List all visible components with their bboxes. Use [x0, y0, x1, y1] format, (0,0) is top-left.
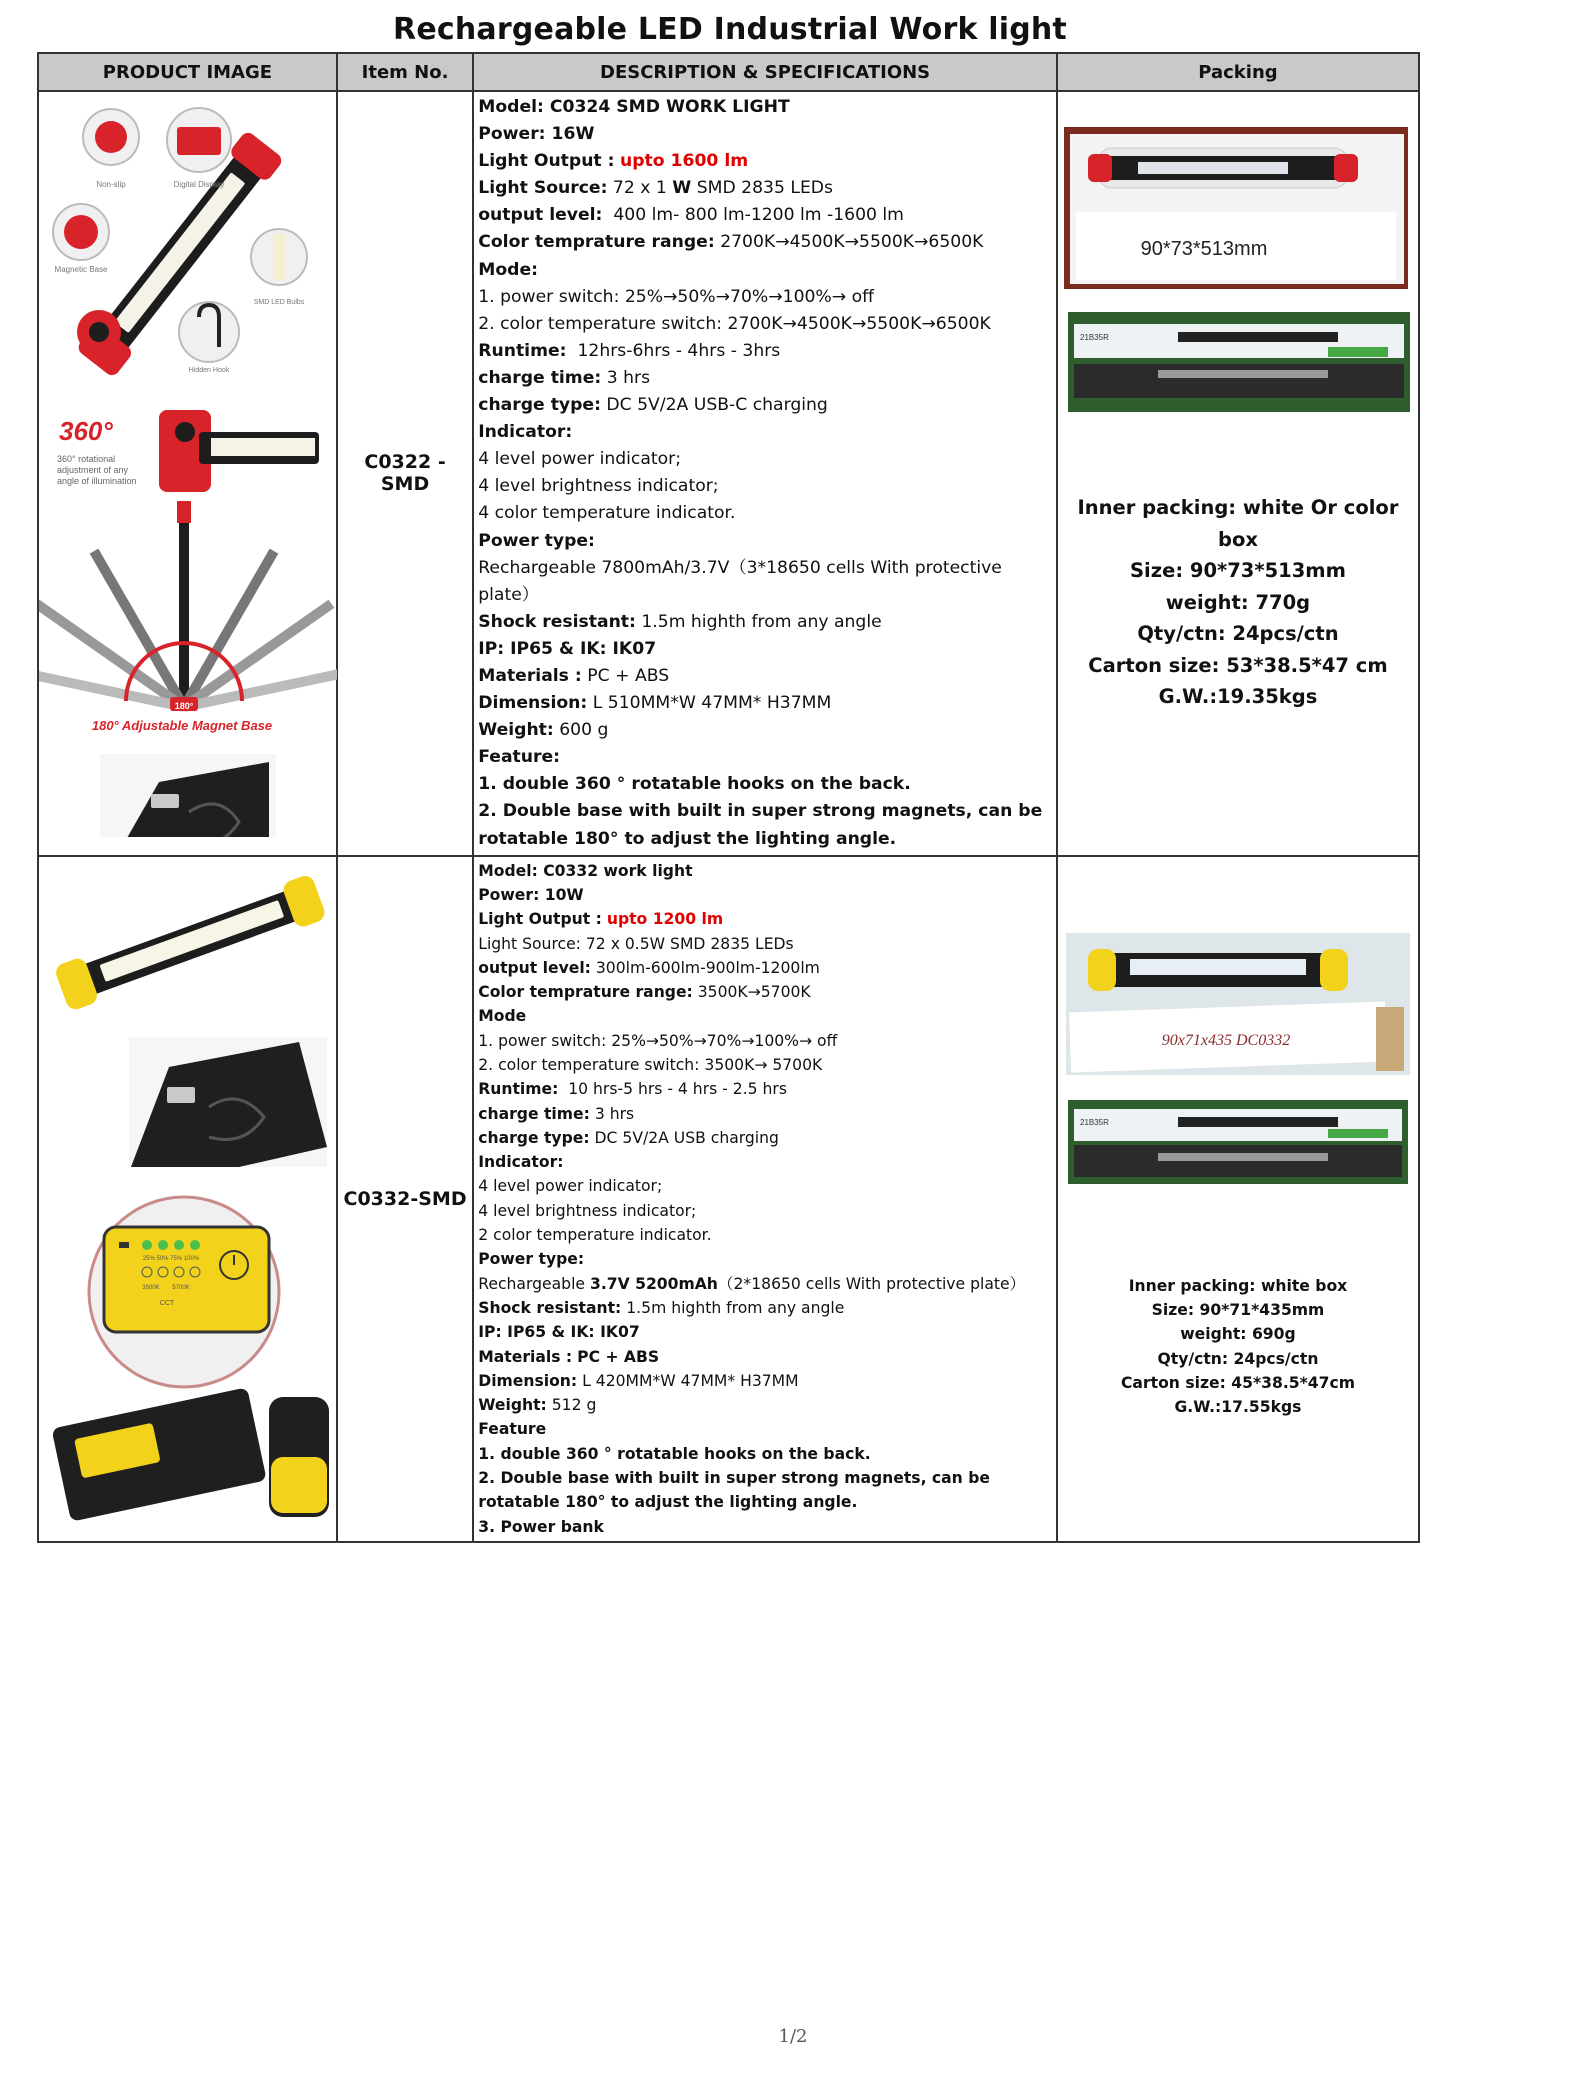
spec-feature-1: 1. double 360 ° rotatable hooks on the back. — [478, 774, 911, 795]
spec-model: Model: C0332 work light — [478, 861, 693, 880]
spec-value: Rechargeable — [478, 1274, 585, 1293]
rotation-360-label: 360° — [59, 416, 113, 446]
spec-indicator-3: 2 color temperature indicator. — [478, 1226, 712, 1245]
spec-light-source: Light Source: 72 x 0.5W SMD 2835 LEDs — [478, 934, 794, 953]
spec-highlight-value: upto 1200 lm — [606, 910, 724, 929]
spec-value: 1.5m highth from any angle — [641, 611, 882, 632]
spec-materials — [478, 1345, 1052, 1369]
item-number: C0322 - SMD — [337, 91, 473, 856]
spec-value: 10 hrs-5 hrs - 4 hrs - 2.5 hrs — [568, 1080, 787, 1099]
spec-mode-1: 1. power switch: 25%→50%→70%→100%→ off — [478, 1031, 838, 1050]
rotation-caption-1: 360° rotational — [57, 454, 116, 464]
spec-mode-2: 2. color temperature switch: 3500K→ 5700K — [478, 1056, 823, 1074]
panel-cct-3500k: 3500K — [142, 1284, 160, 1291]
spec-model: Model: C0324 SMD WORK LIGHT — [478, 97, 790, 117]
spec-label: Weight: — [478, 1396, 547, 1415]
spec-power-type-value: Rechargeable 7800mAh/3.7V（3*18650 cells With protective plate） — [478, 557, 1002, 605]
spec-label: output level: — [478, 958, 591, 977]
spec-dimension — [478, 690, 1052, 717]
spec-label: charge type: — [478, 395, 601, 416]
spec-list — [474, 92, 1056, 855]
spec-output-level — [478, 956, 1052, 980]
specifications-cell — [473, 856, 1057, 1542]
work-light-bar — [53, 873, 327, 1012]
spec-value: SMD 2835 LEDs — [696, 178, 834, 199]
packing-photos-c0332 — [1058, 857, 1419, 1541]
product-image-cell — [38, 856, 337, 1542]
packing-photos-c0322 — [1058, 92, 1419, 837]
spec-charge-type — [478, 392, 1052, 419]
spec-indicator-label: Indicator: — [478, 422, 573, 443]
spec-label: charge time: — [478, 1104, 590, 1123]
spec-charge-time — [478, 365, 1052, 392]
spec-dimension — [478, 1369, 1052, 1393]
packing-gross-weight: G.W.:17.55kgs — [1174, 1398, 1302, 1417]
box-dimension-label: 90*73*513mm — [1140, 238, 1268, 260]
spec-charge-time — [478, 1102, 1052, 1126]
spec-mode-2: 2. color temperature switch: 2700K→4500K→5500K→6500K — [478, 313, 991, 334]
spec-label: Weight: — [478, 720, 554, 741]
carton-code: 21B35R — [1079, 333, 1109, 342]
spec-label: charge type: — [478, 1128, 590, 1147]
spec-color-range — [478, 980, 1052, 1004]
spec-light-source — [478, 175, 1052, 202]
spec-shock — [478, 609, 1052, 636]
spec-power-type-value — [478, 1272, 1052, 1296]
header-packing: Packing — [1057, 53, 1419, 91]
packing-qty: Qty/ctn: 24pcs/ctn — [1157, 1349, 1319, 1368]
packing-gross-weight: G.W.:19.35kgs — [1158, 685, 1318, 708]
spec-indicator-2: 4 level brightness indicator; — [478, 476, 719, 497]
carton-code: 21B35R — [1079, 1117, 1109, 1127]
panel-percent-labels: 25% 50% 75% 100% — [142, 1255, 200, 1262]
spec-value: 400 lm- 800 lm-1200 lm -1600 lm — [613, 205, 904, 226]
spec-power-type-label: Power type: — [478, 1250, 585, 1269]
spec-value: 3.7V 5200mAh — [589, 1274, 718, 1293]
spec-value: 300lm-600lm-900lm-1200lm — [595, 958, 820, 977]
spec-label: output level: — [478, 205, 603, 226]
packing-details — [1058, 1274, 1418, 1420]
spec-feature-label: Feature — [478, 1420, 547, 1439]
spec-value: L 510MM*W 47MM* H37MM — [592, 693, 832, 714]
label-smd-led-bulbs: SMD LED Bulbs — [253, 299, 305, 306]
spec-charge-type — [478, 1126, 1052, 1150]
spec-indicator-1: 4 level power indicator; — [478, 1177, 663, 1196]
adjustable-caption: 180° Adjustable Magnet Base — [91, 718, 273, 733]
packing-size: Size: 90*71*435mm — [1151, 1300, 1325, 1319]
spec-list — [474, 857, 1056, 1541]
spec-indicator-1: 4 level power indicator; — [478, 449, 682, 470]
spec-feature-2: 2. Double base with built in super strong magnets, can be rotatable 180° to adjust the lighting angle. — [478, 1469, 990, 1512]
header-description: DESCRIPTION & SPECIFICATIONS — [473, 53, 1057, 91]
label-non-slip: Non-slip — [96, 180, 126, 189]
spec-value: 72 x 1 — [612, 178, 667, 199]
spec-label: Runtime: — [478, 1080, 559, 1099]
panel-cct-label: CCT — [159, 1299, 175, 1307]
spec-ip-rating: IP: IP65 & IK: IK07 — [478, 638, 657, 659]
spec-label: Light Source: — [478, 178, 608, 199]
product-image-cell — [38, 91, 337, 856]
spec-label: Shock resistant: — [478, 1298, 622, 1317]
panel-cct-5700k: 5700K — [172, 1284, 190, 1291]
label-hidden-hook: Hidden Hook — [188, 367, 230, 374]
packing-details — [1058, 492, 1418, 713]
spec-value: （2*18650 cells With protective plate） — [717, 1274, 1026, 1293]
packing-inner: Inner packing: white box — [1128, 1276, 1348, 1295]
spec-output-level — [478, 202, 1052, 229]
page-number: 1/2 — [778, 2026, 808, 2047]
spec-mode-1: 1. power switch: 25%→50%→70%→100%→ off — [478, 286, 874, 307]
spec-ip-rating: IP: IP65 & IK: IK07 — [478, 1323, 640, 1342]
spec-value: PC + ABS — [577, 1347, 660, 1366]
spec-indicator-2: 4 level brightness indicator; — [478, 1201, 697, 1220]
product-image-c0332 — [39, 857, 337, 1541]
spec-label: Color temprature range: — [478, 983, 693, 1002]
spec-value: 600 g — [559, 720, 609, 741]
spec-runtime — [478, 338, 1052, 365]
spec-value: W — [672, 178, 692, 199]
spec-shock — [478, 1296, 1052, 1320]
spec-value: DC 5V/2A USB-C charging — [606, 395, 828, 416]
spec-light-output — [478, 148, 1052, 175]
adjustable-fan-graphic — [39, 501, 337, 712]
table-header-row — [38, 53, 1419, 91]
spec-value: 12hrs-6hrs - 4hrs - 3hrs — [577, 340, 781, 361]
spec-power-type-label: Power type: — [478, 530, 595, 551]
spec-power: Power: 16W — [478, 124, 595, 145]
product-image-c0322 — [39, 92, 337, 837]
item-number: C0332-SMD — [337, 856, 473, 1542]
rotation-caption-3: angle of illumination — [57, 476, 137, 486]
product-spec-table — [37, 52, 1420, 1543]
box-handwritten-label: 90x71x435 DC0332 — [1161, 1031, 1291, 1049]
spec-value: PC + ABS — [587, 665, 670, 686]
packing-carton-size: Carton size: 53*38.5*47 cm — [1088, 653, 1388, 677]
spec-label: Runtime: — [478, 340, 567, 361]
spec-label: Dimension: — [478, 1371, 578, 1390]
packing-weight: weight: 770g — [1165, 590, 1311, 614]
specifications-cell — [473, 91, 1057, 856]
angle-180-label: 180° — [174, 701, 194, 711]
spec-feature-label: Feature: — [478, 747, 561, 768]
page-title: Rechargeable LED Industrial Work light — [393, 12, 1067, 47]
spec-weight — [478, 717, 1052, 744]
header-product-image: PRODUCT IMAGE — [38, 53, 337, 91]
spec-label: Materials : — [478, 665, 582, 686]
packing-inner: Inner packing: white Or color box — [1077, 496, 1399, 551]
table-row — [38, 91, 1419, 856]
spec-indicator-label: Indicator: — [478, 1153, 564, 1172]
packing-qty: Qty/ctn: 24pcs/ctn — [1137, 622, 1339, 645]
spec-value: 3 hrs — [594, 1104, 635, 1123]
packing-cell — [1057, 91, 1419, 856]
spec-label: Dimension: — [478, 693, 588, 714]
spec-feature-3: 3. Power bank — [478, 1517, 604, 1536]
label-digital-display: Digital Display — [173, 180, 225, 189]
spec-weight — [478, 1393, 1052, 1417]
packing-weight: weight: 690g — [1180, 1325, 1296, 1344]
spec-highlight-value: upto 1600 lm — [619, 151, 749, 172]
spec-label: charge time: — [478, 367, 602, 388]
spec-materials — [478, 663, 1052, 690]
header-item-no: Item No. — [337, 53, 473, 91]
spec-label: Materials : — [478, 1347, 573, 1366]
packing-cell — [1057, 856, 1419, 1542]
spec-value: L 420MM*W 47MM* H37MM — [582, 1371, 799, 1390]
spec-feature-1: 1. double 360 ° rotatable hooks on the back. — [478, 1444, 871, 1463]
label-magnetic-base: Magnetic Base — [54, 265, 108, 274]
spec-mode-label: Mode: — [478, 259, 538, 280]
spec-runtime — [478, 1077, 1052, 1101]
spec-value: 3 hrs — [606, 367, 651, 388]
spec-indicator-3: 4 color temperature indicator. — [478, 503, 736, 524]
spec-label: Shock resistant: — [478, 611, 636, 632]
packing-carton-size: Carton size: 45*38.5*47cm — [1120, 1373, 1355, 1392]
rotation-caption-2: adjustment of any — [57, 465, 129, 475]
spec-label: Light Output : — [478, 151, 615, 172]
table-row — [38, 856, 1419, 1542]
spec-light-output — [478, 907, 1052, 931]
spec-label: Light Output : — [478, 910, 602, 929]
spec-color-range — [478, 229, 1052, 256]
spec-power: Power: 10W — [478, 885, 584, 904]
spec-value: DC 5V/2A USB charging — [594, 1128, 779, 1147]
spec-value: 2700K→4500K→5500K→6500K — [720, 232, 984, 253]
spec-value: 1.5m highth from any angle — [626, 1298, 845, 1317]
spec-value: 512 g — [551, 1396, 597, 1415]
spec-value: 3500K→5700K — [697, 983, 811, 1002]
spec-feature-2: 2. Double base with built in super strong magnets, can be rotatable 180° to adjust the lighting angle. — [478, 801, 1043, 849]
spec-label: Color temprature range: — [478, 232, 715, 253]
spec-mode-label: Mode — [478, 1007, 527, 1026]
packing-size: Size: 90*73*513mm — [1130, 559, 1346, 582]
